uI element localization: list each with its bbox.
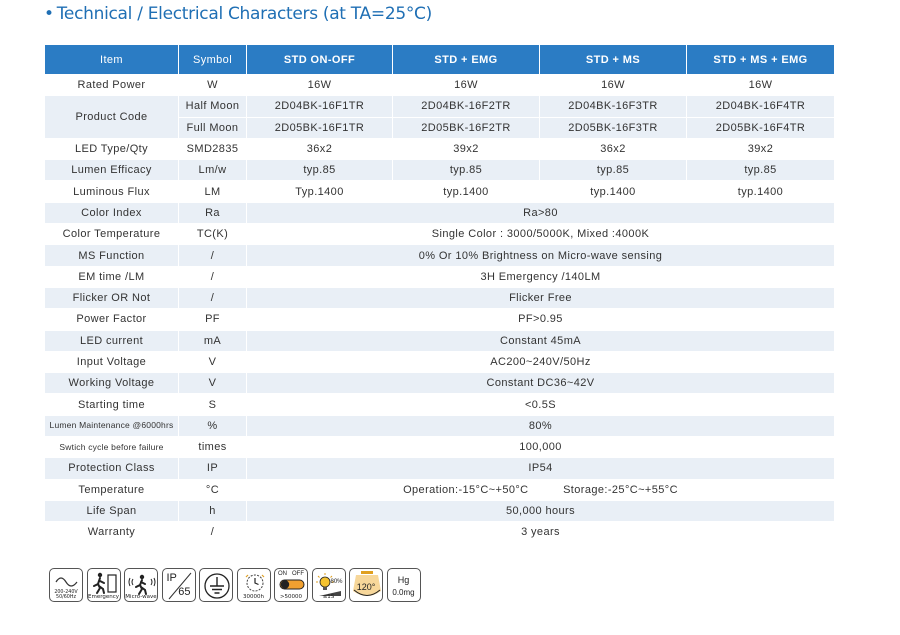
row-item: LED current [45,330,179,351]
row-value: 2D05BK-16F4TR [687,117,835,138]
table-row [45,373,835,394]
row-symbol: h [179,500,247,521]
row-item: MS Function [45,245,179,266]
hg-value: 0.0mg [392,588,415,597]
row-item: Lumen Maintenance @6000hrs [45,415,179,436]
row-value: 80% [247,415,835,436]
spec-table [44,44,835,544]
row-value: Constant 45mA [247,330,835,351]
table-row [45,75,835,96]
ip-label: IP [166,572,177,584]
header-std-ms: STD + MS [540,45,687,75]
row-symbol: TC(K) [179,224,247,245]
instant-start-icon [312,568,346,602]
instant-start-pct: 80% [330,579,343,585]
row-value: typ.85 [247,160,393,181]
row-symbol: / [179,522,247,543]
row-symbol: V [179,373,247,394]
row-item: Protection Class [45,458,179,479]
table-row [45,500,835,521]
table-row [45,479,835,500]
beam-angle-caption: 120° [356,582,376,592]
row-value: 16W [247,75,393,96]
switch-on-label: ON [278,571,287,577]
row-item: Input Voltage [45,351,179,372]
on-off-caption: >50000 [279,594,303,600]
row-value: 2D05BK-16F1TR [247,117,393,138]
sine-wave-caption: 200-240V 50/60Hz [54,590,78,600]
emergency-caption: Emergency [87,594,120,600]
row-value: 2D04BK-16F4TR [687,96,835,117]
row-value: 3H Emergency /140LM [247,266,835,287]
header-item: Item [45,45,179,75]
row-symbol: °C [179,479,247,500]
row-value: 100,000 [247,437,835,458]
row-value: 36x2 [540,138,687,159]
microwave-sensor-icon [124,568,158,602]
table-row [45,522,835,543]
row-value: 16W [540,75,687,96]
row-symbol: mA [179,330,247,351]
row-value: typ.1400 [687,181,835,202]
row-item: Luminous Flux [45,181,179,202]
header-std-on-off: STD ON-OFF [247,45,393,75]
section-title [44,4,432,26]
title-bullet: • [44,4,54,24]
row-symbol: Full Moon [179,117,247,138]
row-symbol: PF [179,309,247,330]
row-item: LED Type/Qty [45,138,179,159]
row-value: typ.85 [393,160,540,181]
row-value: 39x2 [687,138,835,159]
row-symbol: LM [179,181,247,202]
row-value: 16W [687,75,835,96]
table-row [45,330,835,351]
header-std-ms-emg: STD + MS + EMG [687,45,835,75]
row-value: 2D05BK-16F2TR [393,117,540,138]
ip-rating: 65 [178,586,191,598]
row-symbol: Lm/w [179,160,247,181]
row-item: EM time /LM [45,266,179,287]
title-text: Technical / Electrical Characters (at TA=25°C) [56,4,432,24]
row-item: Flicker OR Not [45,287,179,308]
row-item: Starting time [45,394,179,415]
header-std-emg: STD + EMG [393,45,540,75]
row-symbol: SMD2835 [179,138,247,159]
table-row [45,309,835,330]
table-row [45,96,835,117]
row-value: typ.1400 [393,181,540,202]
row-value: typ.1400 [540,181,687,202]
row-symbol: IP [179,458,247,479]
table-row [45,415,835,436]
header-symbol: Symbol [179,45,247,75]
row-value: typ.85 [540,160,687,181]
table-row [45,224,835,245]
row-symbol: % [179,415,247,436]
row-item: Rated Power [45,75,179,96]
row-item: Color Temperature [45,224,179,245]
row-value: 2D04BK-16F3TR [540,96,687,117]
row-value: Ra>80 [247,202,835,223]
table-row [45,181,835,202]
switch-off-label: OFF [292,571,304,577]
header-row [45,45,835,75]
instant-start-caption: ≤1S [322,594,335,600]
row-value: 2D04BK-16F1TR [247,96,393,117]
hg-label: Hg [397,575,410,585]
ip65-icon [162,568,196,602]
row-value: <0.5S [247,394,835,415]
beam-angle-icon [349,568,383,602]
lifespan-caption: 30000h [243,594,264,600]
row-value: 0% Or 10% Brightness on Micro-wave sensing [247,245,835,266]
row-item: Life Span [45,500,179,521]
lifespan-clock-icon [237,568,271,602]
table-row [45,458,835,479]
row-value: AC200~240V/50Hz [247,351,835,372]
row-item: Warranty [45,522,179,543]
table-row [45,437,835,458]
table-row [45,394,835,415]
row-symbol: / [179,266,247,287]
row-value: 36x2 [247,138,393,159]
row-value: Flicker Free [247,287,835,308]
row-value: Single Color : 3000/5000K, Mixed :4000K [247,224,835,245]
emergency-exit-icon [87,568,121,602]
ground-symbol-icon [199,568,233,602]
row-item: Lumen Efficacy [45,160,179,181]
row-symbol: W [179,75,247,96]
table-row [45,245,835,266]
row-item: Swtich cycle before failure [45,437,179,458]
row-value: PF>0.95 [247,309,835,330]
row-value: 16W [393,75,540,96]
row-symbol: S [179,394,247,415]
row-symbol: / [179,245,247,266]
microwave-caption: Micro-wave [125,594,157,600]
table-row [45,138,835,159]
row-item: Product Code [45,96,179,139]
row-value: 2D05BK-16F3TR [540,117,687,138]
row-symbol: Half Moon [179,96,247,117]
table-row [45,160,835,181]
sine-wave-icon [49,568,83,602]
row-value: typ.85 [687,160,835,181]
row-symbol: times [179,437,247,458]
row-value: Typ.1400 [247,181,393,202]
row-item: Temperature [45,479,179,500]
row-value: 2D04BK-16F2TR [393,96,540,117]
table-row [45,266,835,287]
row-item: Working Voltage [45,373,179,394]
row-symbol: / [179,287,247,308]
table-row [45,287,835,308]
row-symbol: V [179,351,247,372]
row-symbol: Ra [179,202,247,223]
row-item: Power Factor [45,309,179,330]
row-item: Color Index [45,202,179,223]
row-value: 39x2 [393,138,540,159]
row-value: IP54 [247,458,835,479]
row-value: Operation:-15°C~+50°C Storage:-25°C~+55°C [247,479,835,500]
feature-icons [49,568,421,606]
table-row [45,351,835,372]
row-value: 50,000 hours [247,500,835,521]
mercury-free-icon [387,568,421,602]
table-row [45,202,835,223]
row-value: Constant DC36~42V [247,373,835,394]
row-value: 3 years [247,522,835,543]
on-off-switch-icon [274,568,308,602]
